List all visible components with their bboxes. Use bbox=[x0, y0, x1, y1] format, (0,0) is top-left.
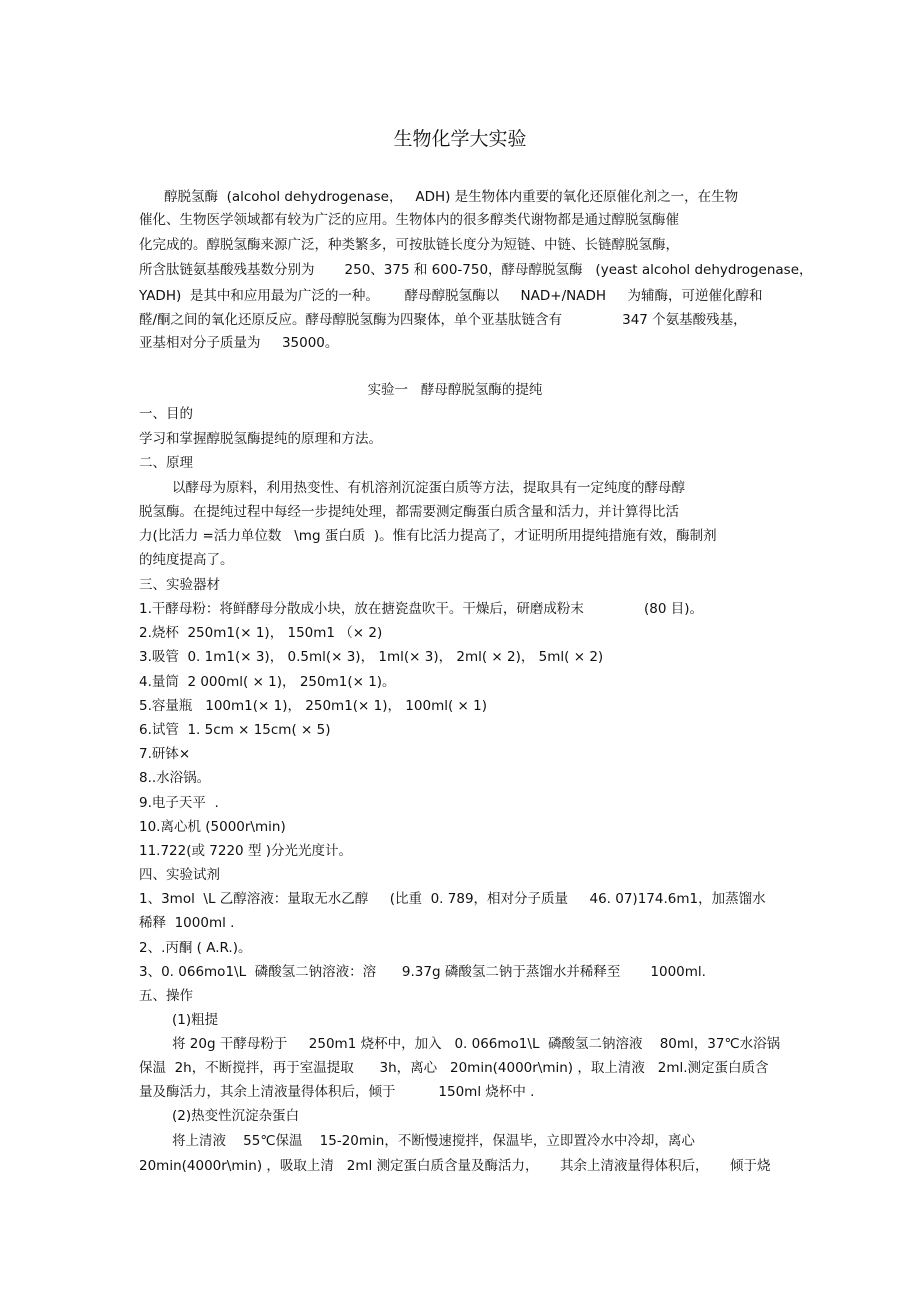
equipment-item: 1.干酵母粉：将鲜酵母分散成小块，放在搪瓷盘吹干。干燥后，研磨成粉末 (80 目)。 bbox=[139, 601, 703, 617]
section-heading-purpose: 一、目的 bbox=[139, 406, 193, 422]
section-heading-equipment: 三、实验器材 bbox=[139, 577, 220, 593]
page-title: 生物化学大实验 bbox=[393, 128, 527, 150]
equipment-item: 10.离心机 (5000r\min) bbox=[139, 819, 286, 835]
intro-line: 醇脱氢酶 (alcohol dehydrogenase， ADH) 是生物体内重要的氧化还原催化剂之一，在生物 bbox=[164, 189, 739, 205]
equipment-item: 7.研钵× bbox=[139, 746, 191, 762]
step-line: 保温 2h，不断搅拌，再于室温提取 3h，离心 20min(4000r\min) ，取上清液 2ml.测定蛋白质含 bbox=[139, 1060, 769, 1076]
step-line: 量及酶活力，其余上清液量得体积后，倾于 150ml 烧杯中 . bbox=[139, 1084, 535, 1100]
section-heading-principle: 二、原理 bbox=[139, 455, 193, 471]
step-title-heat-denaturation: (2)热变性沉淀杂蛋白 bbox=[172, 1108, 300, 1124]
principle-line: 脱氢酶。在提纯过程中每经一步提纯处理，都需要测定酶蛋白质含量和活力，并计算得比活 bbox=[139, 504, 679, 520]
principle-line: 力(比活力 =活力单位数 \mg 蛋白质 )。惟有比活力提高了，才证明所用提纯措施有效，酶制剂 bbox=[139, 528, 717, 544]
reagent-line: 稀释 1000ml . bbox=[139, 915, 235, 931]
equipment-item: 9.电子天平 . bbox=[139, 795, 219, 811]
principle-line: 的纯度提高了。 bbox=[139, 552, 234, 568]
experiment-title: 实验一 酵母醇脱氢酶的提纯 bbox=[367, 382, 543, 398]
intro-line: 化完成的。醇脱氢酶来源广泛，种类繁多，可按肽链长度分为短链、中链、长链醇脱氢酶， bbox=[139, 237, 679, 253]
equipment-item: 5.容量瓶 100m1(× 1)， 250m1(× 1)， 100ml( × 1) bbox=[139, 698, 487, 714]
equipment-item: 4.量筒 2 000ml( × 1)， 250m1(× 1)。 bbox=[139, 674, 396, 690]
equipment-item: 6.试管 1. 5cm × 15cm( × 5) bbox=[139, 722, 331, 738]
step-line: 将 20g 干酵母粉于 250m1 烧杯中，加入 0. 066mo1\L 磷酸氢二钠溶液 80ml，37℃水浴锅 bbox=[172, 1036, 781, 1052]
section-heading-reagents: 四、实验试剂 bbox=[139, 867, 220, 883]
section-heading-procedure: 五、操作 bbox=[139, 988, 193, 1004]
reagent-line: 3、0. 066mo1\L 磷酸氢二钠溶液：溶 9.37g 磷酸氢二钠于蒸馏水并稀释至 1000ml. bbox=[139, 964, 706, 980]
intro-line: 醛/酮之间的氧化还原反应。酵母醇脱氢酶为四聚体，单个亚基肽链含有 347 个氨基酸残基， bbox=[139, 312, 747, 328]
reagent-line: 2、.丙酮 ( A.R.)。 bbox=[139, 940, 252, 956]
step-line: 20min(4000r\min) ，吸取上清 2ml 测定蛋白质含量及酶活力， 其余上清液量得体积后， 倾于烧 bbox=[139, 1158, 771, 1174]
intro-line: 所含肽链氨基酸残基数分别为 250、375 和 600-750，酵母醇脱氢酶 (yeast alcohol dehydrogenase， bbox=[139, 262, 813, 278]
equipment-item: 3.吸管 0. 1m1(× 3)， 0.5ml(× 3)， 1ml(× 3)， 2ml( × 2)， 5ml( × 2) bbox=[139, 649, 604, 665]
purpose-text: 学习和掌握醇脱氢酶提纯的原理和方法。 bbox=[139, 431, 382, 447]
equipment-item: 2.烧杯 250m1(× 1)， 150m1 （× 2) bbox=[139, 625, 383, 641]
intro-line: 亚基相对分子质量为 35000。 bbox=[139, 335, 339, 351]
step-line: 将上清液 55℃保温 15-20min，不断慢速搅拌，保温毕，立即置冷水中冷却，离心 bbox=[172, 1133, 695, 1149]
intro-line: 催化、生物医学领域都有较为广泛的应用。生物体内的很多醇类代谢物都是通过醇脱氢酶催 bbox=[139, 212, 679, 228]
equipment-item: 8..水浴锅。 bbox=[139, 770, 211, 786]
equipment-item: 11.722(或 7220 型 )分光光度计。 bbox=[139, 843, 353, 859]
intro-line: YADH) 是其中和应用最为广泛的一种。 酵母醇脱氢酶以 NAD+/NADH 为辅酶，可逆催化醇和 bbox=[139, 288, 763, 304]
reagent-line: 1、3mol \L 乙醇溶液：量取无水乙醇 (比重 0. 789，相对分子质量 46. 07)174.6m1，加蒸馏水 bbox=[139, 891, 766, 907]
step-title-crude-extraction: (1)粗提 bbox=[172, 1012, 219, 1028]
principle-line: 以酵母为原料，利用热变性、有机溶剂沉淀蛋白质等方法，提取具有一定纯度的酵母醇 bbox=[172, 480, 685, 496]
